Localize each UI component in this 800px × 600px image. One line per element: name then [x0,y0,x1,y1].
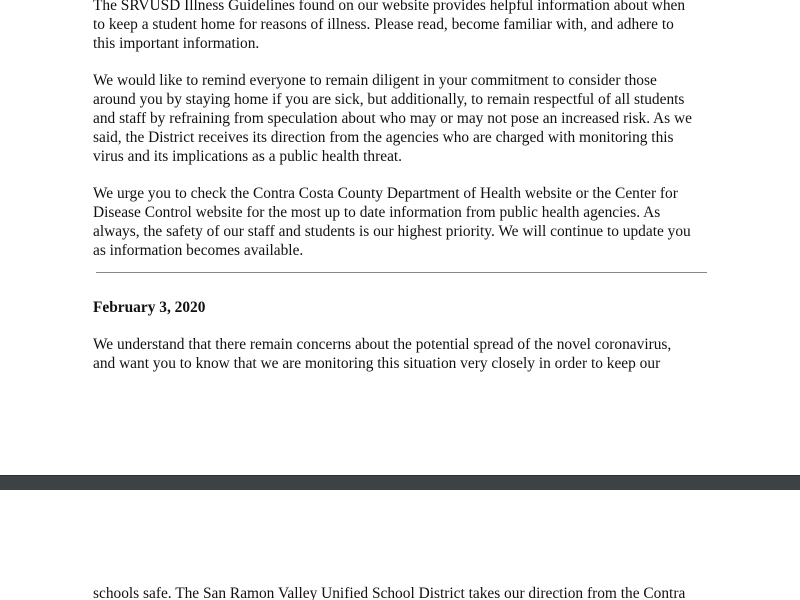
page-separator [0,475,800,491]
text-line: The SRVUSD Illness Guidelines found on our website provides helpful information about when [93,0,686,14]
text-line: always, the safety of our staff and students is our highest priority. We will continue to update you [93,223,691,240]
text-line: schools safe. The San Ramon Valley Unified School District takes our direction from the Contra [93,585,686,600]
text-line: We understand that there remain concerns about the potential spread of the novel coronavirus, [93,336,672,353]
text-line: to keep a student home for reasons of illness. Please read, become familiar with, and adhere to [93,16,674,33]
text-line: said, the District receives its direction from the agencies who are charged with monitoring this [93,129,674,146]
section-date-heading: February 3, 2020 [93,299,206,316]
text-line: as information becomes available. [93,242,304,259]
text-line: and want you to know that we are monitoring this situation very closely in order to keep our [93,355,661,372]
document-page-2 [0,490,800,600]
text-line: and staff by refraining from speculation about who may or may not pose an increased risk. As we [93,110,692,127]
text-line: this important information. [93,35,260,52]
horizontal-divider [96,272,707,273]
text-line: Disease Control website for the most up to date information from public health agencies. As [93,204,661,221]
text-line: We would like to remind everyone to remain diligent in your commitment to consider those [93,72,657,89]
text-line: virus and its implications as a public health threat. [93,148,403,165]
text-line: We urge you to check the Contra Costa County Department of Health website or the Center for [93,185,678,202]
text-line: around you by staying home if you are sick, but additionally, to remain respectful of all students [93,91,685,108]
